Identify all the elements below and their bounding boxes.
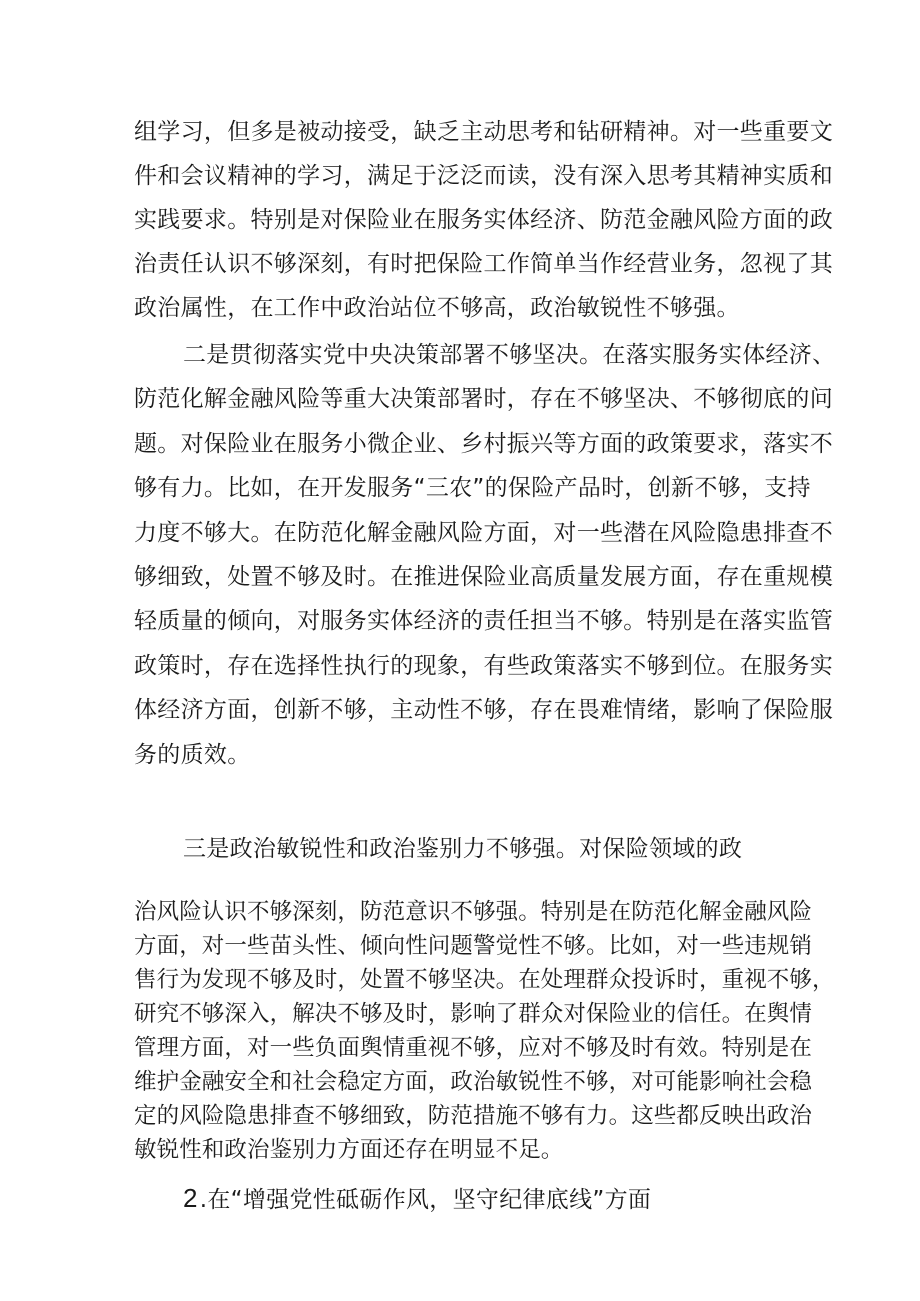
paragraph-2-line: 够细致，处置不够及时。在推进保险业高质量发展方面，存在重规模 xyxy=(134,564,833,590)
section-number: 2 xyxy=(183,1183,198,1213)
paragraph-3-line: 定的风险隐患排查不够细致，防范措施不够有力。这些都反映出政治 xyxy=(134,1103,813,1129)
paragraph-2-line: 务的质效。 xyxy=(134,742,251,768)
paragraph-3-line: 研究不够深入，解决不够及时，影响了群众对保险业的信任。在舆情 xyxy=(134,1001,813,1027)
paragraph-1-line: 组学习，但多是被动接受，缺乏主动思考和钻研精神。对一些重要文 xyxy=(134,119,833,145)
paragraph-2-line: 政策时，存在选择性执行的现象，有些政策落实不够到位。在服务实 xyxy=(134,653,833,679)
paragraph-2-line: 体经济方面，创新不够，主动性不够，存在畏难情绪，影响了保险服 xyxy=(134,697,833,723)
paragraph-3-line: 治风险认识不够深刻，防范意识不够强。特别是在防范化解金融风险 xyxy=(134,899,813,925)
paragraph-2-line: 二是贯彻落实党中央决策部署不够坚决。在落实服务实体经济、 xyxy=(183,342,836,368)
paragraph-1-line: 治责任认识不够深刻，有时把保险工作简单当作经营业务，忽视了其 xyxy=(134,251,833,277)
paragraph-3-line: 管理方面，对一些负面舆情重视不够，应对不够及时有效。特别是在 xyxy=(134,1035,813,1061)
paragraph-3-first-line: 三是政治敏锐性和政治鉴别力不够强。对保险领域的政 xyxy=(183,836,743,862)
paragraph-1-line: 件和会议精神的学习，满足于泛泛而读，没有深入思考其精神实质和 xyxy=(134,163,833,189)
paragraph-2-line: 轻质量的倾向，对服务实体经济的责任担当不够。特别是在落实监管 xyxy=(134,608,833,634)
paragraph-2-line: 防范化解金融风险等重大决策部署时，存在不够坚决、不够彻底的问 xyxy=(134,386,833,412)
paragraph-3-line: 敏锐性和政治鉴别力方面还存在明显不足。 xyxy=(134,1137,564,1163)
paragraph-3-line: 方面，对一些苗头性、倾向性问题警觉性不够。比如，对一些违规销 xyxy=(134,933,813,959)
paragraph-2-line: 力度不够大。在防范化解金融风险方面，对一些潜在风险隐患排查不 xyxy=(134,520,833,546)
paragraph-1-line: 实践要求。特别是对保险业在服务实体经济、防范金融风险方面的政 xyxy=(134,207,833,233)
section-heading xyxy=(183,1183,651,1215)
section-heading-text: .在“增强党性砥砺作风，坚守纪律底线”方面 xyxy=(199,1187,652,1213)
paragraph-3-line: 维护金融安全和社会稳定方面，政治敏锐性不够，对可能影响社会稳 xyxy=(134,1069,813,1095)
paragraph-1-line: 政治属性，在工作中政治站位不够高，政治敏锐性不够强。 xyxy=(134,295,740,321)
paragraph-2-line: 够有力。比如，在开发服务“三农”的保险产品时，创新不够，支持 xyxy=(134,475,811,501)
paragraph-3-line: 售行为发现不够及时，处置不够坚决。在处理群众投诉时，重视不够， xyxy=(134,967,835,993)
paragraph-2-line: 题。对保险业在服务小微企业、乡村振兴等方面的政策要求，落实不 xyxy=(134,431,833,457)
